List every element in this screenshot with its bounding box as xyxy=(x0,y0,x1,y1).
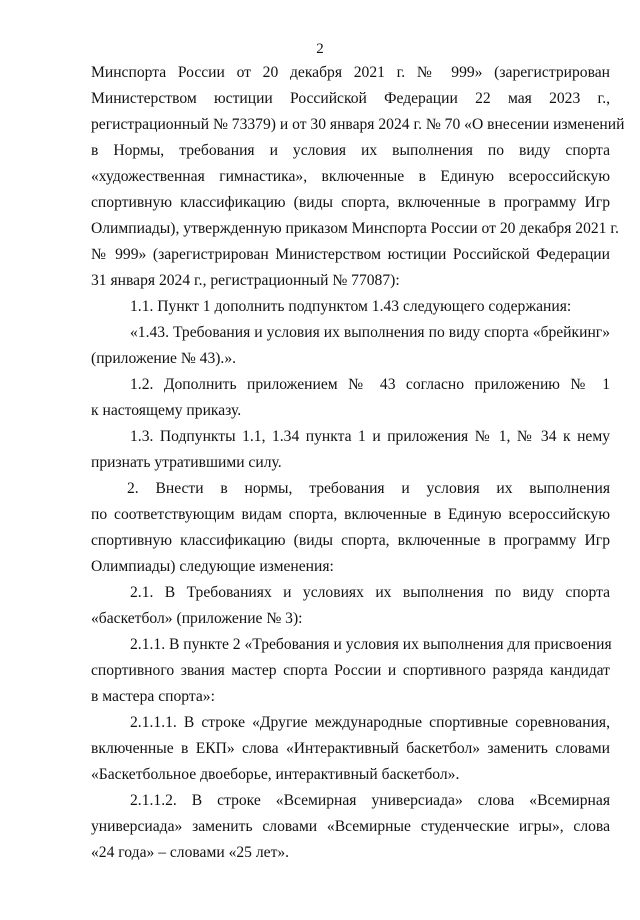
text-line: 2.1. В Требованиях и условиях их выполнения по виду спорта xyxy=(130,584,610,601)
text-line: «1.43. Требования и условия их выполнения по виду спорта «брейкинг» xyxy=(130,324,610,341)
text-line: «художественная гимнастика», включенные в Единую всероссийскую xyxy=(91,168,610,185)
document-body xyxy=(91,60,625,866)
text-line: «баскетбол» (приложение № 3): xyxy=(91,610,303,627)
text-line: регистрационный № 73379) и от 30 января 2024 г. № 70 «О внесении изменений xyxy=(91,116,625,133)
text-line: (приложение № 43).». xyxy=(91,350,237,367)
page-number: 2 xyxy=(316,41,324,57)
text-line: Минспорта России от 20 декабря 2021 г. № 999» (зарегистрирован xyxy=(91,64,610,81)
text-line: универсиада» заменить словами «Всемирные студенческие игры», слова xyxy=(91,818,610,835)
text-line: 2.1.1.2. В строке «Всемирная универсиада» слова «Всемирная xyxy=(130,792,610,809)
text-line: Олимпиады) следующие изменения: xyxy=(91,558,334,575)
text-line: Олимпиады), утвержденную приказом Минспорта России от 20 декабря 2021 г. xyxy=(91,220,619,237)
text-line: «Баскетбольное двоеборье, интерактивный баскетбол». xyxy=(91,766,460,783)
text-line: 2.1.1.1. В строке «Другие международные спортивные соревнования, xyxy=(130,714,610,731)
text-line: признать утратившими силу. xyxy=(91,454,282,471)
text-line: 2.1.1. В пункте 2 «Требования и условия их выполнения для присвоения xyxy=(130,636,612,653)
text-line: 31 января 2024 г., регистрационный № 77087): xyxy=(91,272,400,289)
text-line: спортивную классификацию (виды спорта, включенные в программу Игр xyxy=(91,194,610,211)
text-line: в мастера спорта»: xyxy=(91,688,215,705)
text-line: «24 года» – словами «25 лет». xyxy=(91,844,290,861)
text-line: № 999» (зарегистрирован Министерством юстиции Российской Федерации xyxy=(91,246,610,263)
text-line: 2. Внести в нормы, требования и условия их выполнения xyxy=(127,480,610,497)
text-line: 1.1. Пункт 1 дополнить подпунктом 1.43 следующего содержания: xyxy=(130,298,572,315)
text-line: в Нормы, требования и условия их выполнения по виду спорта xyxy=(91,142,610,159)
text-line: спортивного звания мастер спорта России и спортивного разряда кандидат xyxy=(91,662,610,679)
text-line: Министерством юстиции Российской Федерации 22 мая 2023 г., xyxy=(91,90,610,107)
text-line: по соответствующим видам спорта, включенные в Единую всероссийскую xyxy=(91,506,610,523)
text-line: к настоящему приказу. xyxy=(91,402,242,419)
text-line: спортивную классификацию (виды спорта, включенные в программу Игр xyxy=(91,532,610,549)
text-line: включенные в ЕКП» слова «Интерактивный баскетбол» заменить словами xyxy=(91,740,610,757)
text-line: 1.3. Подпункты 1.1, 1.34 пункта 1 и приложения № 1, № 34 к нему xyxy=(130,428,610,445)
text-line: 1.2. Дополнить приложением № 43 согласно приложению № 1 xyxy=(130,376,610,393)
